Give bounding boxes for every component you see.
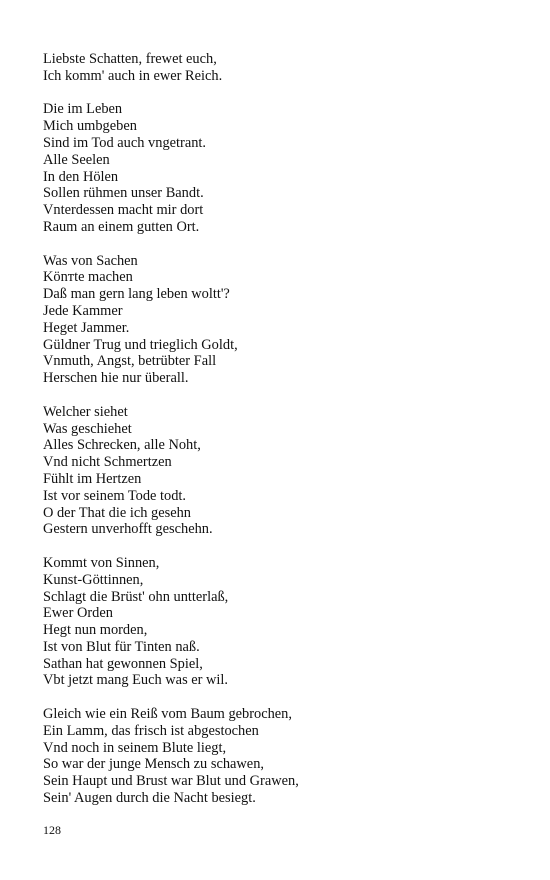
poem-line: Vnd noch in seinem Blute liegt, (43, 739, 227, 756)
poem-line: Raum an einem gutten Ort. (43, 218, 200, 235)
poem-text (43, 51, 513, 824)
poem-line: In den Hölen (43, 168, 119, 185)
poem-line: Alles Schrecken, alle Noht, (43, 437, 201, 454)
poem-line: Vnmuth, Angst, betrübter Fall (43, 353, 217, 370)
poem-line: Fühlt im Hertzen (43, 470, 142, 487)
poem-line: Vnterdessen macht mir dort (43, 202, 204, 219)
poem-line: Die im Leben (43, 101, 123, 118)
poem-line: Schlagt die Brüst' ohn untterlaß, (43, 588, 229, 605)
stanza-4 (43, 404, 513, 538)
poem-line: Daß man gern lang leben woltt'? (43, 286, 230, 303)
poem-line: Sein' Augen durch die Nacht besiegt. (43, 790, 256, 807)
poem-line: Ist vor seinem Tode todt. (43, 487, 187, 504)
poem-line: So war der junge Mensch zu schawen, (43, 756, 264, 773)
poem-line: Vnd nicht Schmertzen (43, 454, 172, 471)
poem-line: Sein Haupt und Brust war Blut und Grawen, (43, 773, 299, 790)
stanza-3 (43, 253, 513, 387)
poem-line: Was von Sachen (43, 252, 138, 269)
poem-line: Herschen hie nur überall. (43, 370, 189, 387)
poem-line: Mich umbgeben (43, 118, 137, 135)
poem-line: Vbt jetzt mang Euch was er wil. (43, 672, 229, 689)
page-number: 128 (43, 823, 61, 837)
poem-line: Liebste Schatten, frewet euch, (43, 51, 217, 67)
poem-line: O der That die ich gesehn (43, 504, 191, 521)
stanza-5 (43, 555, 513, 689)
poem-line: Welcher siehet (43, 403, 128, 420)
poem-line: Alle Seelen (43, 151, 110, 168)
poem-line: Gleich wie ein Reiß vom Baum gebrochen, (43, 706, 292, 723)
poem-line: Kunst-Göttinnen, (43, 571, 144, 588)
poem-line: Heget Jammer. (43, 319, 130, 336)
stanza-2 (43, 101, 513, 235)
poem-line: Ist von Blut für Tinten naß. (43, 638, 200, 655)
poem-line: Ich komm' auch in ewer Reich. (43, 67, 223, 84)
poem-line: Sollen rühmen unser Bandt. (43, 185, 204, 202)
stanza-1 (43, 51, 513, 85)
poem-line: Ein Lamm, das frisch ist abgestochen (43, 722, 259, 739)
poem-line: Was geschiehet (43, 420, 132, 437)
poem-line: Sind im Tod auch vngetrant. (43, 134, 206, 151)
poem-line: Gestern unverhofft geschehn. (43, 521, 213, 538)
stanza-6 (43, 706, 513, 807)
poem-line: Güldner Trug und trieglich Goldt, (43, 336, 238, 353)
poem-line: Hegt nun morden, (43, 622, 148, 639)
poem-line: Könтte machen (43, 269, 133, 286)
poem-line: Jede Kammer (43, 302, 123, 319)
poem-line: Ewer Orden (43, 605, 113, 622)
poem-line: Sathan hat gewonnen Spiel, (43, 655, 203, 672)
poem-line: Kommt von Sinnen, (43, 554, 160, 571)
